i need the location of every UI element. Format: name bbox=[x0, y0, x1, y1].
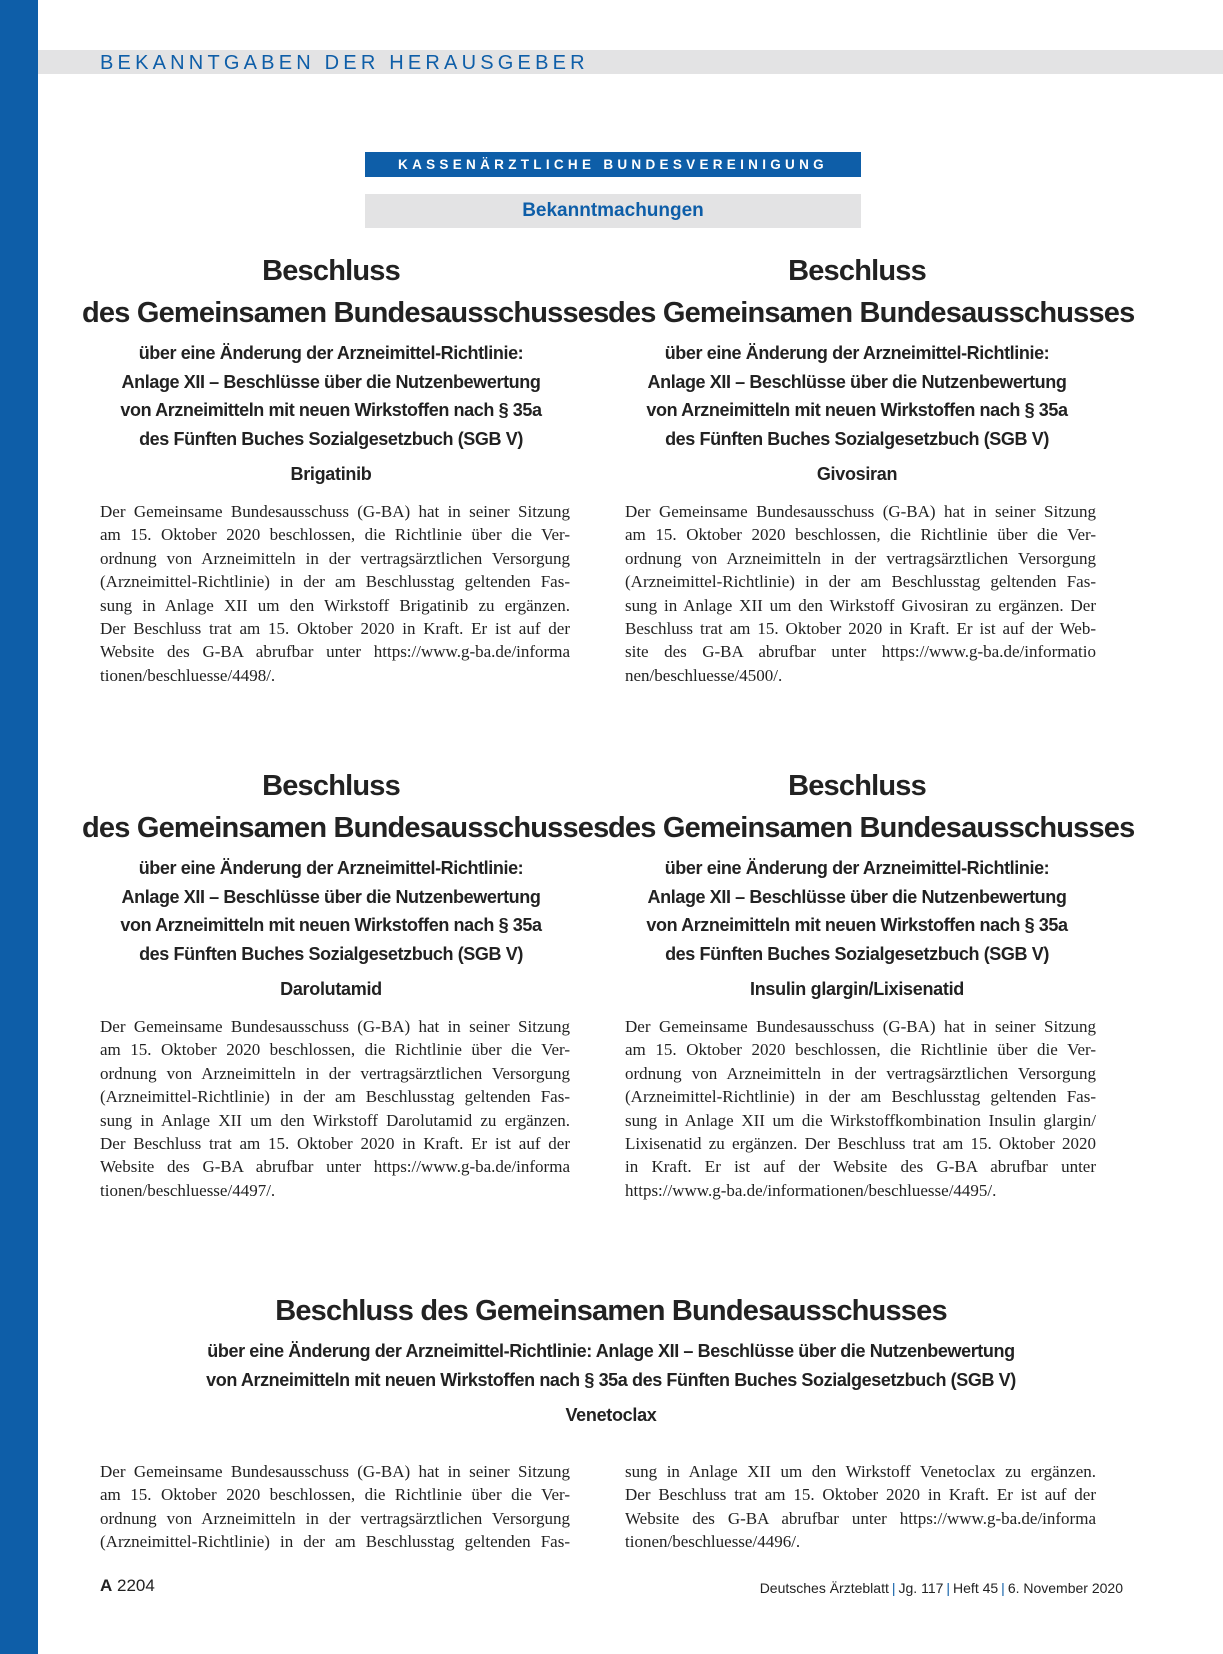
resolution-subtitle: über eine Änderung der Arzneimittel-Richtlinie: Anlage XII – Beschlüsse über die Nutzenbewertung von Arzneimitteln mit neuen Wirkstoffen nach § 35a des Fünften Buches Sozialgesetzbuch (SGB V) bbox=[120, 343, 542, 449]
resolution-subtitle: über eine Änderung der Arzneimittel-Richtlinie: Anlage XII – Beschlüsse über die Nutzenbewertung von Arzneimitteln mit neuen Wirkstoffen nach § 35a des Fünften Buches Sozialgesetzbuch (SGB V) bbox=[646, 343, 1068, 449]
page-number-value: 2204 bbox=[117, 1576, 155, 1595]
resolution-brigatinib bbox=[82, 250, 609, 687]
resolution-body: Der Gemeinsame Bundesausschuss (G-BA) hat in seiner Sitzung am 15. Oktober 2020 beschlossen, die Richtlinie über die Ver- ordnung von Arzneimitteln in der vertragsärztlichen Versorgung (Arzneimittel-Richtlinie) in der am Beschlusstag geltenden Fas- sung in Anlage XII um den Wirkstoff Givosiran zu ergänzen. Der Beschluss trat am 15. Oktober 2020 in Kraft. Er ist auf der Web- site des G-BA abrufbar unter https://www.g-ba.de/informatio nen/beschluesse/4500/. bbox=[625, 502, 1096, 685]
resolution-title: Beschluss des Gemeinsamen Bundesausschusses bbox=[608, 255, 1135, 329]
resolution-body: Der Gemeinsame Bundesausschuss (G-BA) hat in seiner Sitzung am 15. Oktober 2020 beschlossen, die Richtlinie über die Ver- ordnung von Arzneimitteln in der vertragsärztlichen Versorgung (Arzneimittel-Richtlinie) in der am Beschlusstag geltenden Fas- sung in Anlage XII um die Wirkstoffkombination Insulin glargin/ Lixisenatid zu ergänzen. Der Beschluss trat am 15. Oktober 2020 in Kraft. Er ist auf der Website des G-BA abrufbar unter https://www.g-ba.de/informationen/beschluesse/4495/. bbox=[625, 1017, 1096, 1200]
page-prefix: A bbox=[100, 1576, 113, 1595]
journal-date: 6. November 2020 bbox=[1007, 1580, 1123, 1596]
section-header-title: BEKANNTGABEN DER HERAUSGEBER bbox=[100, 52, 589, 74]
organization-banner: KASSENÄRZTLICHE BUNDESVEREINIGUNG bbox=[365, 152, 861, 177]
resolution-title: Beschluss des Gemeinsamen Bundesausschusses bbox=[275, 1295, 947, 1327]
resolution-subtitle: über eine Änderung der Arzneimittel-Richtlinie: Anlage XII – Beschlüsse über die Nutzenbewertung von Arzneimitteln mit neuen Wirkstoffen nach § 35a des Fünften Buches Sozialgesetzbuch (SGB V) bbox=[120, 858, 542, 964]
page-number bbox=[100, 1576, 155, 1596]
resolution-givosiran bbox=[608, 250, 1135, 687]
left-color-bar bbox=[0, 0, 38, 1654]
resolution-body-right-column: sung in Anlage XII um den Wirkstoff Venetoclax zu ergänzen. Der Beschluss trat am 15. Oktober 2020 in Kraft. Er ist auf der Website des G-BA abrufbar unter https://www.g-ba.de/informa tionen/beschluesse/4496/. bbox=[625, 1462, 1096, 1552]
resolution-subtitle: über eine Änderung der Arzneimittel-Richtlinie: Anlage XII – Beschlüsse über die Nutzenbewertung von Arzneimitteln mit neuen Wirkstoffen nach § 35a des Fünften Buches Sozialgesetzbuch (SGB V) bbox=[206, 1341, 1016, 1390]
resolution-darolutamid bbox=[82, 765, 609, 1202]
subsection-banner: Bekanntmachungen bbox=[365, 194, 861, 228]
resolution-subtitle: über eine Änderung der Arzneimittel-Richtlinie: Anlage XII – Beschlüsse über die Nutzenbewertung von Arzneimitteln mit neuen Wirkstoffen nach § 35a des Fünften Buches Sozialgesetzbuch (SGB V) bbox=[646, 858, 1068, 964]
separator: | bbox=[1001, 1580, 1005, 1596]
drug-name: Venetoclax bbox=[565, 1405, 657, 1425]
resolution-insulin-glargin-lixisenatid bbox=[608, 765, 1135, 1202]
drug-name: Darolutamid bbox=[280, 979, 382, 999]
drug-name: Brigatinib bbox=[290, 464, 372, 484]
journal-citation bbox=[760, 1580, 1123, 1596]
separator: | bbox=[891, 1580, 896, 1596]
resolution-body: Der Gemeinsame Bundesausschuss (G-BA) hat in seiner Sitzung am 15. Oktober 2020 beschlossen, die Richtlinie über die Ver- ordnung von Arzneimitteln in der vertragsärztlichen Versorgung (Arzneimittel-Richtlinie) in der am Beschlusstag geltenden Fas- sung in Anlage XII um den Wirkstoff Darolutamid zu ergänzen. Der Beschluss trat am 15. Oktober 2020 in Kraft. Er ist auf der Website des G-BA abrufbar unter https://www.g-ba.de/informa tionen/beschluesse/4497/. bbox=[100, 1017, 570, 1200]
separator: | bbox=[946, 1580, 951, 1596]
resolution-title: Beschluss des Gemeinsamen Bundesausschusses bbox=[608, 770, 1135, 844]
resolution-body-left-column: Der Gemeinsame Bundesausschuss (G-BA) hat in seiner Sitzung am 15. Oktober 2020 beschlossen, die Richtlinie über die Ver- ordnung von Arzneimitteln in der vertragsärztlichen Versorgung (Arzneimittel-Richtlinie) in der am Beschlusstag geltenden Fas- bbox=[100, 1462, 570, 1552]
resolution-body: Der Gemeinsame Bundesausschuss (G-BA) hat in seiner Sitzung am 15. Oktober 2020 beschlossen, die Richtlinie über die Ver- ordnung von Arzneimitteln in der vertragsärztlichen Versorgung (Arzneimittel-Richtlinie) in der am Beschlusstag geltenden Fas- sung in Anlage XII um den Wirkstoff Brigatinib zu ergänzen. Der Beschluss trat am 15. Oktober 2020 in Kraft. Er ist auf der Website des G-BA abrufbar unter https://www.g-ba.de/informa tionen/beschluesse/4498/. bbox=[100, 502, 570, 685]
resolution-venetoclax bbox=[100, 1290, 1122, 1429]
resolution-title: Beschluss des Gemeinsamen Bundesausschusses bbox=[82, 770, 609, 844]
journal-issue: Heft 45 bbox=[953, 1580, 999, 1596]
journal-volume: Jg. 117 bbox=[898, 1580, 944, 1596]
journal-name: Deutsches Ärzteblatt bbox=[759, 1580, 889, 1596]
drug-name: Givosiran bbox=[816, 464, 898, 484]
resolution-title: Beschluss des Gemeinsamen Bundesausschusses bbox=[82, 255, 609, 329]
drug-name: Insulin glargin/Lixisenatid bbox=[750, 979, 964, 999]
